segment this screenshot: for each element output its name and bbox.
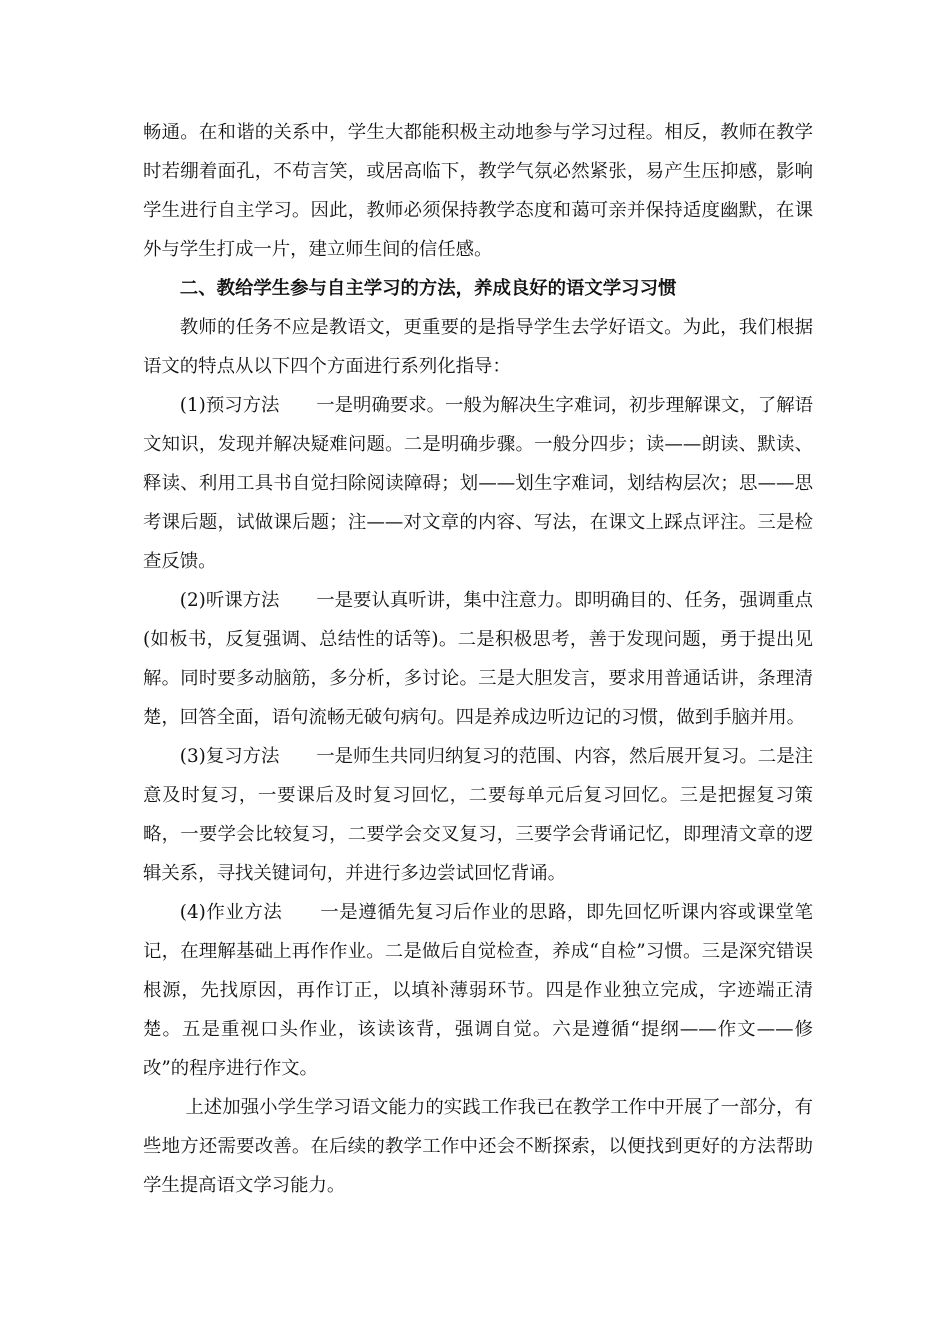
method-item-review: (3)复习方法 一是师生共同归纳复习的范围、内容，然后展开复习。二是注意及时复习，一要课后及时复习回忆，二要每单元后复习回忆。三是把握复习策略，一要学会比较复习，二要学会交叉复习，三要学会背诵记忆，即理清文章的逻辑关系，寻找关键词句，并进行多边尝试回忆背诵。 xyxy=(143,746,813,884)
intro-paragraph: 教师的任务不应是教语文，更重要的是指导学生去学好语文。为此，我们根据语文的特点从以下四个方面进行系列化指导： xyxy=(143,317,813,377)
closing-paragraph: 上述加强小学生学习语文能力的实践工作我已在教学工作中开展了一部分，有些地方还需要改善。在后续的教学工作中还会不断探索，以便找到更好的方法帮助学生提高语文学习能力。 xyxy=(143,1097,813,1196)
continuation-paragraph: 畅通。在和谐的关系中，学生大都能积极主动地参与学习过程。相反，教师在教学时若绷着面孔，不苟言笑，或居高临下，教学气氛必然紧张，易产生压抑感，影响学生进行自主学习。因此，教师必须保持教学态度和蔼可亲并保持适度幽默，在课外与学生打成一片，建立师生间的信任感。 xyxy=(143,122,813,260)
method-item-homework: (4)作业方法 一是遵循先复习后作业的思路，即先回忆听课内容或课堂笔记，在理解基础上再作作业。二是做后自觉检查，养成“自检”习惯。三是深究错误根源，先找原因，再作订正，以填补薄弱环节。四是作业独立完成，字迹端正清楚。五是重视口头作业，该读该背，强调自觉。六是遵循“提纲——作文——修改”的程序进行作文。 xyxy=(143,902,813,1079)
document-page xyxy=(143,113,813,1205)
method-item-listening: (2)听课方法 一是要认真听讲，集中注意力。即明确目的、任务，强调重点(如板书，反复强调、总结性的话等)。二是积极思考，善于发现问题，勇于提出见解。同时要多动脑筋，多分析，多讨论。三是大胆发言，要求用普通话讲，条理清楚，回答全面，语句流畅无破句病句。四是养成边听边记的习惯，做到手脑并用。 xyxy=(143,590,813,728)
section-heading: 二、教给学生参与自主学习的方法，养成良好的语文学习习惯 xyxy=(179,278,677,299)
method-item-preview: (1)预习方法 一是明确要求。一般为解决生字难词，初步理解课文，了解语文知识，发现并解决疑难问题。二是明确步骤。一般分四步；读——朗读、默读、释读、利用工具书自觉扫除阅读障碍；划——划生字难词，划结构层次；思——思考课后题，试做课后题；注——对文章的内容、写法，在课文上踩点评注。三是检查反馈。 xyxy=(143,395,813,572)
